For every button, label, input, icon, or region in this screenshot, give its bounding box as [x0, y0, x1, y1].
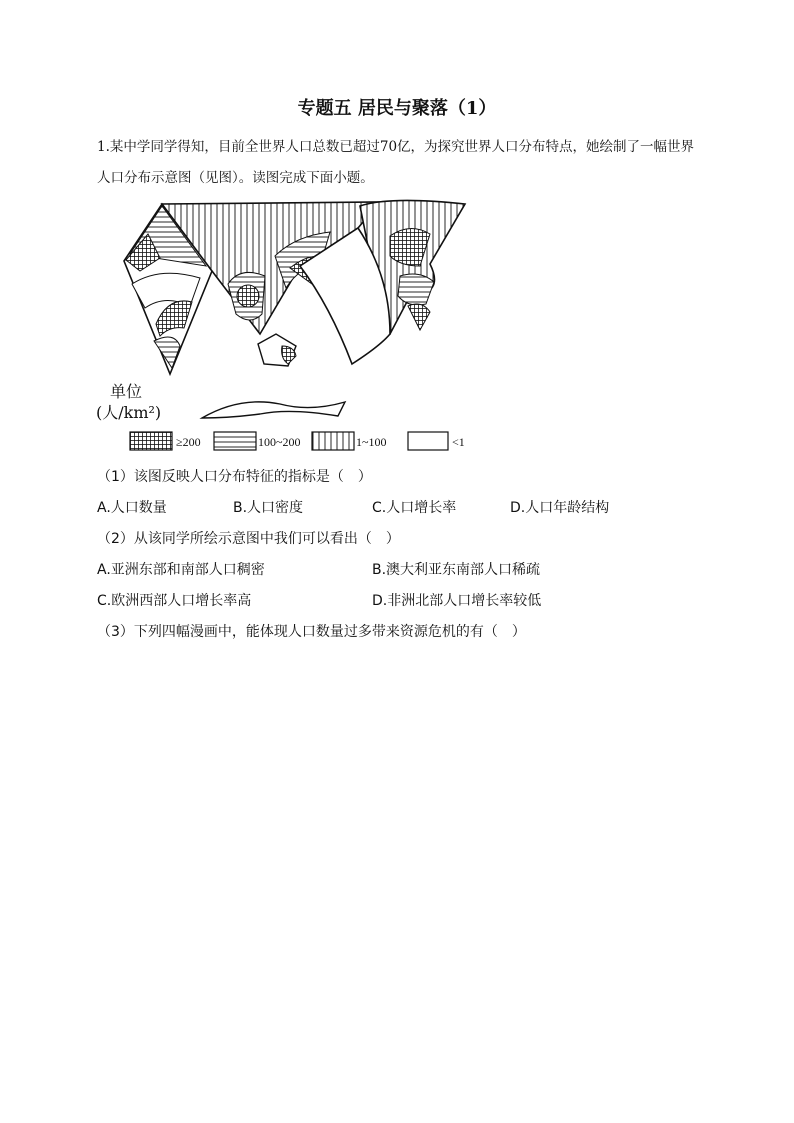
question-1-option-d: D.人口年龄结构: [510, 500, 610, 516]
question-2-stem: （2）从该同学所绘示意图中我们可以看出（ ）: [97, 531, 400, 547]
question-2-option-c: C.欧洲西部人口增长率高: [97, 593, 252, 609]
question-1-stem: （1）该图反映人口分布特征的指标是（ ）: [97, 469, 372, 485]
legend-swatch-horizontal: [214, 432, 256, 450]
question-1-option-a: A.人口数量: [97, 500, 167, 516]
question-intro: 1.某中学同学得知，目前全世界人口总数已超过70亿，为探究世界人口分布特点，她绘制了一幅世界人口分布示意图（见图）。读图完成下面小题。: [97, 139, 695, 186]
legend-swatch-vertical: [312, 432, 354, 450]
legend-swatch-blank: [408, 432, 448, 450]
legend-label-1: ≥200: [176, 435, 201, 449]
map-legend: [130, 432, 465, 450]
question-2-option-b: B.澳大利亚东南部人口稀疏: [372, 562, 541, 578]
question-2-option-d: D.非洲北部人口增长率较低: [372, 593, 542, 609]
legend-swatch-grid: [130, 432, 172, 450]
question-3-stem: （3）下列四幅漫画中，能体现人口数量过多带来资源危机的有（ ）: [97, 624, 526, 640]
southern-strip-shape: [202, 402, 345, 418]
map-unit: (人/km²): [96, 403, 162, 422]
question-1-option-c: C.人口增长率: [372, 500, 457, 516]
legend-label-2: 100~200: [258, 435, 301, 449]
map-unit-title: 单位: [110, 382, 143, 401]
legend-label-3: 1~100: [356, 435, 387, 449]
legend-label-4: <1: [452, 435, 465, 449]
page-title: 专题五 居民与聚落（1）: [297, 98, 497, 119]
island-shape: [258, 334, 296, 366]
question-2-option-a: A.亚洲东部和南部人口稠密: [97, 562, 265, 578]
question-1-option-b: B.人口密度: [233, 500, 304, 516]
